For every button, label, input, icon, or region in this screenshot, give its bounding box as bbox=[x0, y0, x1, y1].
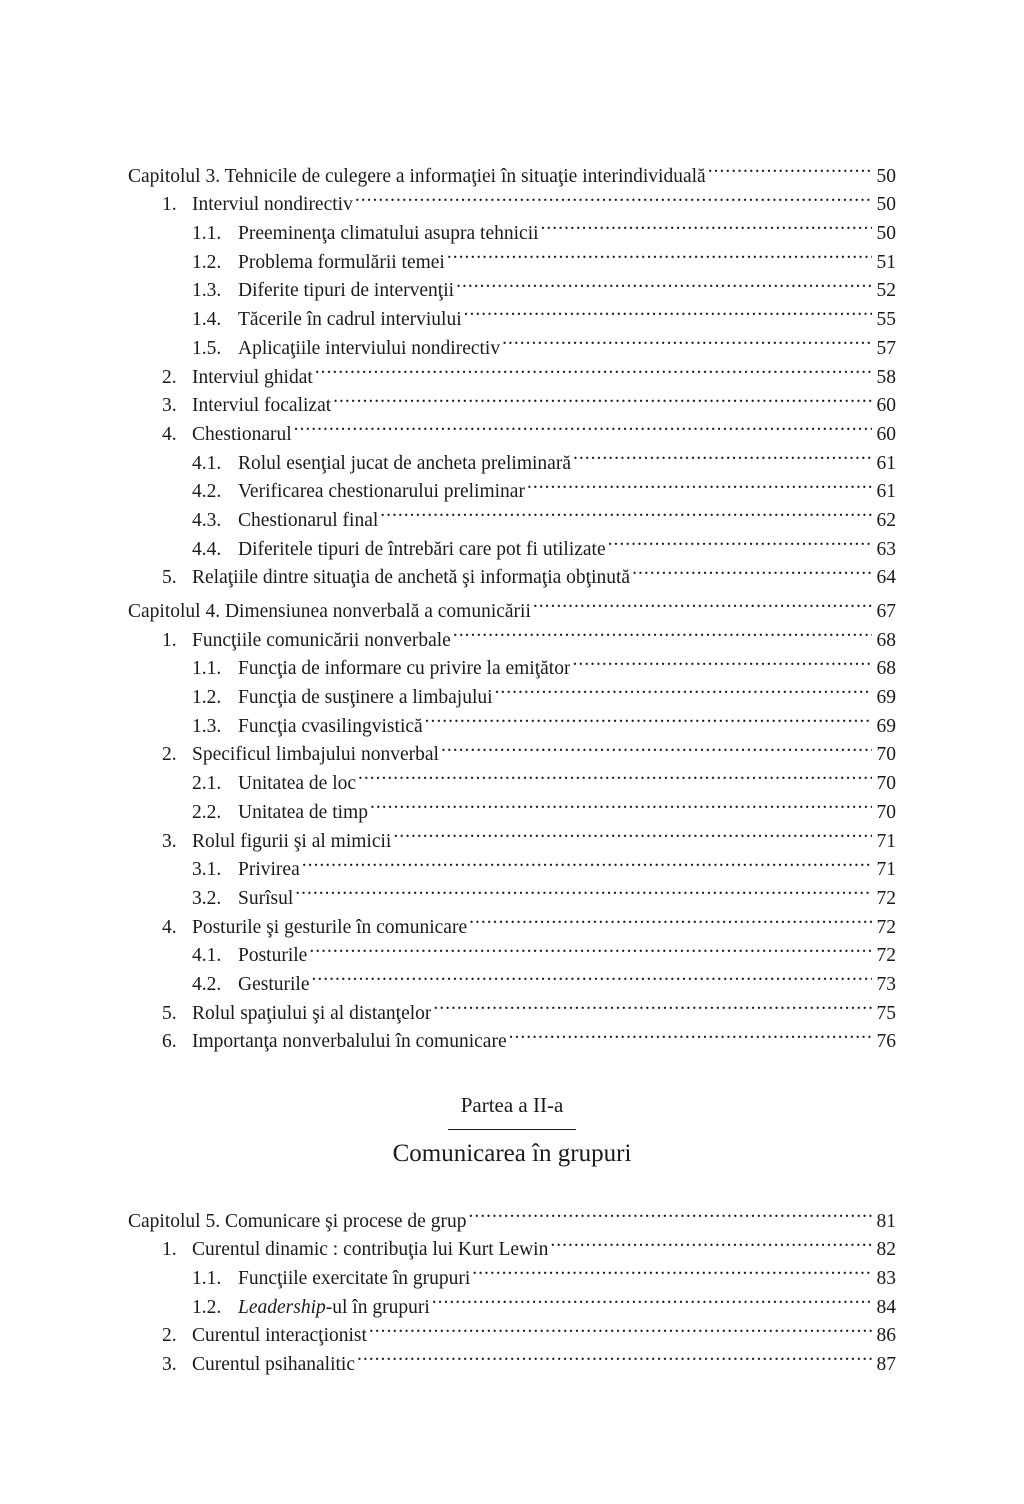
toc-dot-leader bbox=[468, 1198, 872, 1227]
toc-entry-title: Relaţiile dintre situaţia de anchetă şi informaţia obţinută bbox=[192, 567, 631, 589]
toc-dot-leader bbox=[333, 383, 872, 412]
toc-page-number: 50 bbox=[876, 194, 896, 216]
toc-entry-title: Curentul dinamic : contribuţia lui Kurt Lewin bbox=[192, 1239, 549, 1261]
toc-entry-title: Importanţa nonverbalului în comunicare bbox=[192, 1031, 507, 1053]
toc-entry-title: Curentul psihanalitic bbox=[192, 1354, 356, 1376]
toc-page-number: 72 bbox=[876, 916, 896, 938]
toc-entry-title: Rolul esenţial jucat de ancheta preliminară bbox=[238, 452, 571, 474]
toc-entry-number: 2. bbox=[162, 366, 177, 388]
toc-entry-title: Problema formulării temei bbox=[238, 251, 445, 273]
toc-page-number: 69 bbox=[876, 687, 896, 709]
toc-dot-leader bbox=[309, 933, 872, 962]
toc-entry-title: Posturile bbox=[238, 945, 308, 967]
toc-page-number: 50 bbox=[876, 165, 896, 187]
toc-page-number: 70 bbox=[876, 744, 896, 766]
toc-chapter-entry bbox=[128, 153, 896, 187]
toc-dot-leader bbox=[469, 904, 872, 933]
toc-page-number: 55 bbox=[876, 309, 896, 331]
toc-dot-leader bbox=[433, 990, 872, 1019]
toc-dot-leader bbox=[509, 1019, 872, 1048]
toc-page-number: 63 bbox=[876, 538, 896, 560]
toc-page-number: 67 bbox=[876, 601, 896, 622]
toc-dot-leader bbox=[573, 440, 872, 469]
toc-page-number: 60 bbox=[876, 395, 896, 417]
toc-page-number: 51 bbox=[876, 251, 896, 273]
toc-entry-title: Funcţiile exercitate în grupuri bbox=[238, 1268, 471, 1290]
toc-entry-title: Chestionarul final bbox=[238, 509, 379, 531]
toc-entry-number: 4. bbox=[162, 423, 177, 445]
toc-entry-number: 1.1. bbox=[192, 658, 222, 680]
toc-dot-leader bbox=[358, 760, 872, 789]
toc-dot-leader bbox=[370, 789, 872, 818]
toc-page-number: 87 bbox=[876, 1354, 896, 1376]
toc-dot-leader bbox=[447, 239, 872, 268]
toc-page-number: 62 bbox=[876, 509, 896, 531]
table-of-contents-lower bbox=[128, 1198, 896, 1376]
toc-page-number: 82 bbox=[876, 1239, 896, 1261]
toc-dot-leader bbox=[533, 588, 872, 617]
toc-entry-number: 5. bbox=[162, 1002, 177, 1024]
toc-page-number: 72 bbox=[876, 945, 896, 967]
toc-dot-leader bbox=[295, 875, 872, 904]
toc-dot-leader bbox=[311, 961, 872, 990]
toc-entry-title-italic: Leadership bbox=[238, 1296, 326, 1318]
toc-entry-number: 2. bbox=[162, 1325, 177, 1347]
toc-entry-number: 1. bbox=[162, 194, 177, 216]
toc-dot-leader bbox=[464, 296, 872, 325]
toc-entry-number: 4.2. bbox=[192, 481, 222, 503]
toc-page-number: 69 bbox=[876, 715, 896, 737]
toc-page-number: 81 bbox=[876, 1210, 896, 1232]
toc-entry-number: 2. bbox=[162, 744, 177, 766]
toc-entry-number: 4.3. bbox=[192, 509, 222, 531]
toc-entry-number: 4.2. bbox=[192, 973, 222, 995]
toc-entry-title: Interviul focalizat bbox=[192, 395, 332, 417]
toc-entry-number: 1.4. bbox=[192, 309, 222, 331]
toc-entry-number: 3.1. bbox=[192, 859, 222, 881]
toc-entry-number: 1.1. bbox=[192, 1268, 222, 1290]
toc-page-number: 57 bbox=[876, 337, 896, 359]
toc-page-number: 61 bbox=[876, 452, 896, 474]
toc-entry-number: 3. bbox=[162, 830, 177, 852]
toc-page-number: 71 bbox=[876, 859, 896, 881]
toc-dot-leader bbox=[357, 1341, 872, 1370]
toc-dot-leader bbox=[527, 469, 872, 498]
toc-dot-leader bbox=[294, 411, 872, 440]
toc-entry-title: Funcţia de susţinere a limbajului bbox=[238, 687, 493, 709]
toc-entry-title: Aplicaţiile interviului nondirectiv bbox=[238, 337, 501, 359]
toc-entry-number: 1.3. bbox=[192, 715, 222, 737]
toc-entry-title: Gesturile bbox=[238, 973, 310, 995]
toc-dot-leader bbox=[355, 182, 872, 211]
toc-entry-title: Specificul limbajului nonverbal bbox=[192, 744, 439, 766]
toc-page-number: 68 bbox=[876, 629, 896, 651]
toc-entry-title: Capitolul 3. Tehnicile de culegere a informaţiei în situaţie interindividuală bbox=[128, 165, 706, 187]
toc-entry-number: 2.2. bbox=[192, 801, 222, 823]
toc-page-number: 58 bbox=[876, 366, 896, 388]
toc-dot-leader bbox=[550, 1227, 872, 1256]
toc-entry-number: 4.1. bbox=[192, 945, 222, 967]
toc-dot-leader bbox=[425, 703, 872, 732]
toc-page-number: 68 bbox=[876, 658, 896, 680]
toc-entry-title: Rolul figurii şi al mimicii bbox=[192, 830, 392, 852]
toc-entry-number: 1.5. bbox=[192, 337, 222, 359]
toc-entry-number: 1.2. bbox=[192, 251, 222, 273]
toc-page-number: 60 bbox=[876, 423, 896, 445]
toc-page-number: 73 bbox=[876, 973, 896, 995]
toc-page-number: 76 bbox=[876, 1031, 896, 1053]
part-title: Comunicarea în grupuri bbox=[392, 1140, 632, 1167]
toc-dot-leader bbox=[441, 732, 872, 761]
table-of-contents-upper bbox=[128, 153, 896, 1053]
toc-entry-title: Rolul spaţiului şi al distanţelor bbox=[192, 1002, 432, 1024]
toc-entry-number: 3. bbox=[162, 1354, 177, 1376]
toc-dot-leader bbox=[315, 354, 872, 383]
toc-page-number: 70 bbox=[876, 801, 896, 823]
toc-entry-title: Diferitele tipuri de întrebări care pot fi utilizate bbox=[238, 538, 606, 560]
toc-dot-leader bbox=[432, 1284, 872, 1313]
toc-dot-leader bbox=[472, 1255, 872, 1284]
toc-page-number: 86 bbox=[876, 1325, 896, 1347]
toc-entry-number: 4. bbox=[162, 916, 177, 938]
toc-entry-number: 1.2. bbox=[192, 1296, 222, 1318]
toc-page-number: 84 bbox=[876, 1296, 896, 1318]
toc-dot-leader bbox=[369, 1313, 872, 1342]
toc-entry-number: 6. bbox=[162, 1031, 177, 1053]
toc-page-number: 70 bbox=[876, 773, 896, 795]
toc-entry-title: Preeminenţa climatului asupra tehnicii bbox=[238, 223, 539, 245]
toc-entry-title: Verificarea chestionarului preliminar bbox=[238, 481, 525, 503]
toc-page-number: 75 bbox=[876, 1002, 896, 1024]
toc-entry-title: Surîsul bbox=[238, 887, 294, 909]
toc-entry-title: Funcţiile comunicării nonverbale bbox=[192, 629, 451, 651]
toc-page-number: 52 bbox=[876, 280, 896, 302]
part-label: Partea a II-a bbox=[460, 1093, 564, 1117]
toc-page-number: 83 bbox=[876, 1268, 896, 1290]
toc-dot-leader bbox=[502, 325, 872, 354]
toc-dot-leader bbox=[302, 847, 872, 876]
toc-entry-number: 2.1. bbox=[192, 773, 222, 795]
toc-dot-leader bbox=[456, 268, 872, 297]
toc-entry-title-rest: -ul în grupuri bbox=[325, 1296, 430, 1318]
toc-entry-number: 1.2. bbox=[192, 687, 222, 709]
toc-entry-title: Chestionarul bbox=[192, 423, 292, 445]
toc-entry-number: 1.3. bbox=[192, 280, 222, 302]
toc-chapter-entry bbox=[128, 1198, 896, 1232]
toc-entry-number: 3.2. bbox=[192, 887, 222, 909]
toc-entry-number: 1. bbox=[162, 1239, 177, 1261]
toc-dot-leader bbox=[708, 153, 872, 182]
toc-page-number: 72 bbox=[876, 887, 896, 909]
toc-dot-leader bbox=[380, 497, 872, 526]
toc-entry-title: Tăcerile în cadrul interviului bbox=[238, 309, 462, 331]
toc-entry-number: 5. bbox=[162, 567, 177, 589]
toc-entry-title: Interviul ghidat bbox=[192, 366, 313, 388]
toc-entry-title: Funcţia de informare cu privire la emiţător bbox=[238, 658, 571, 680]
toc-entry-title: Posturile şi gesturile în comunicare bbox=[192, 916, 468, 938]
toc-entry-number: 3. bbox=[162, 395, 177, 417]
toc-entry-title: Unitatea de loc bbox=[238, 773, 357, 795]
toc-entry-number: 1.1. bbox=[192, 223, 222, 245]
toc-dot-leader bbox=[572, 646, 872, 675]
toc-page-number: 71 bbox=[876, 830, 896, 852]
toc-entry-number: 4.1. bbox=[192, 452, 222, 474]
toc-dot-leader bbox=[495, 674, 872, 703]
toc-dot-leader bbox=[541, 210, 872, 239]
toc-entry-title: Capitolul 5. Comunicare şi procese de grup bbox=[128, 1210, 467, 1232]
part-divider-rule bbox=[448, 1129, 576, 1130]
toc-entry-title: Interviul nondirectiv bbox=[192, 194, 353, 216]
toc-dot-leader bbox=[453, 617, 872, 646]
toc-entry-title: Unitatea de timp bbox=[238, 801, 368, 823]
toc-page-number: 64 bbox=[876, 567, 896, 589]
toc-entry-title: Funcţia cvasilingvistică bbox=[238, 715, 423, 737]
toc-entry-title: Privirea bbox=[238, 859, 300, 881]
toc-entry-title: Diferite tipuri de intervenţii bbox=[238, 280, 455, 302]
toc-page-number: 50 bbox=[876, 223, 896, 245]
toc-page-number: 61 bbox=[876, 481, 896, 503]
toc-dot-leader bbox=[632, 555, 872, 584]
toc-entry-number: 4.4. bbox=[192, 538, 222, 560]
toc-dot-leader bbox=[393, 818, 872, 847]
toc-dot-leader bbox=[608, 526, 872, 555]
toc-entry-number: 1. bbox=[162, 629, 177, 651]
toc-entry-title: Capitolul 4. Dimensiunea nonverbală a comunicării bbox=[128, 601, 531, 622]
toc-entry-title: Curentul interacţionist bbox=[192, 1325, 367, 1347]
